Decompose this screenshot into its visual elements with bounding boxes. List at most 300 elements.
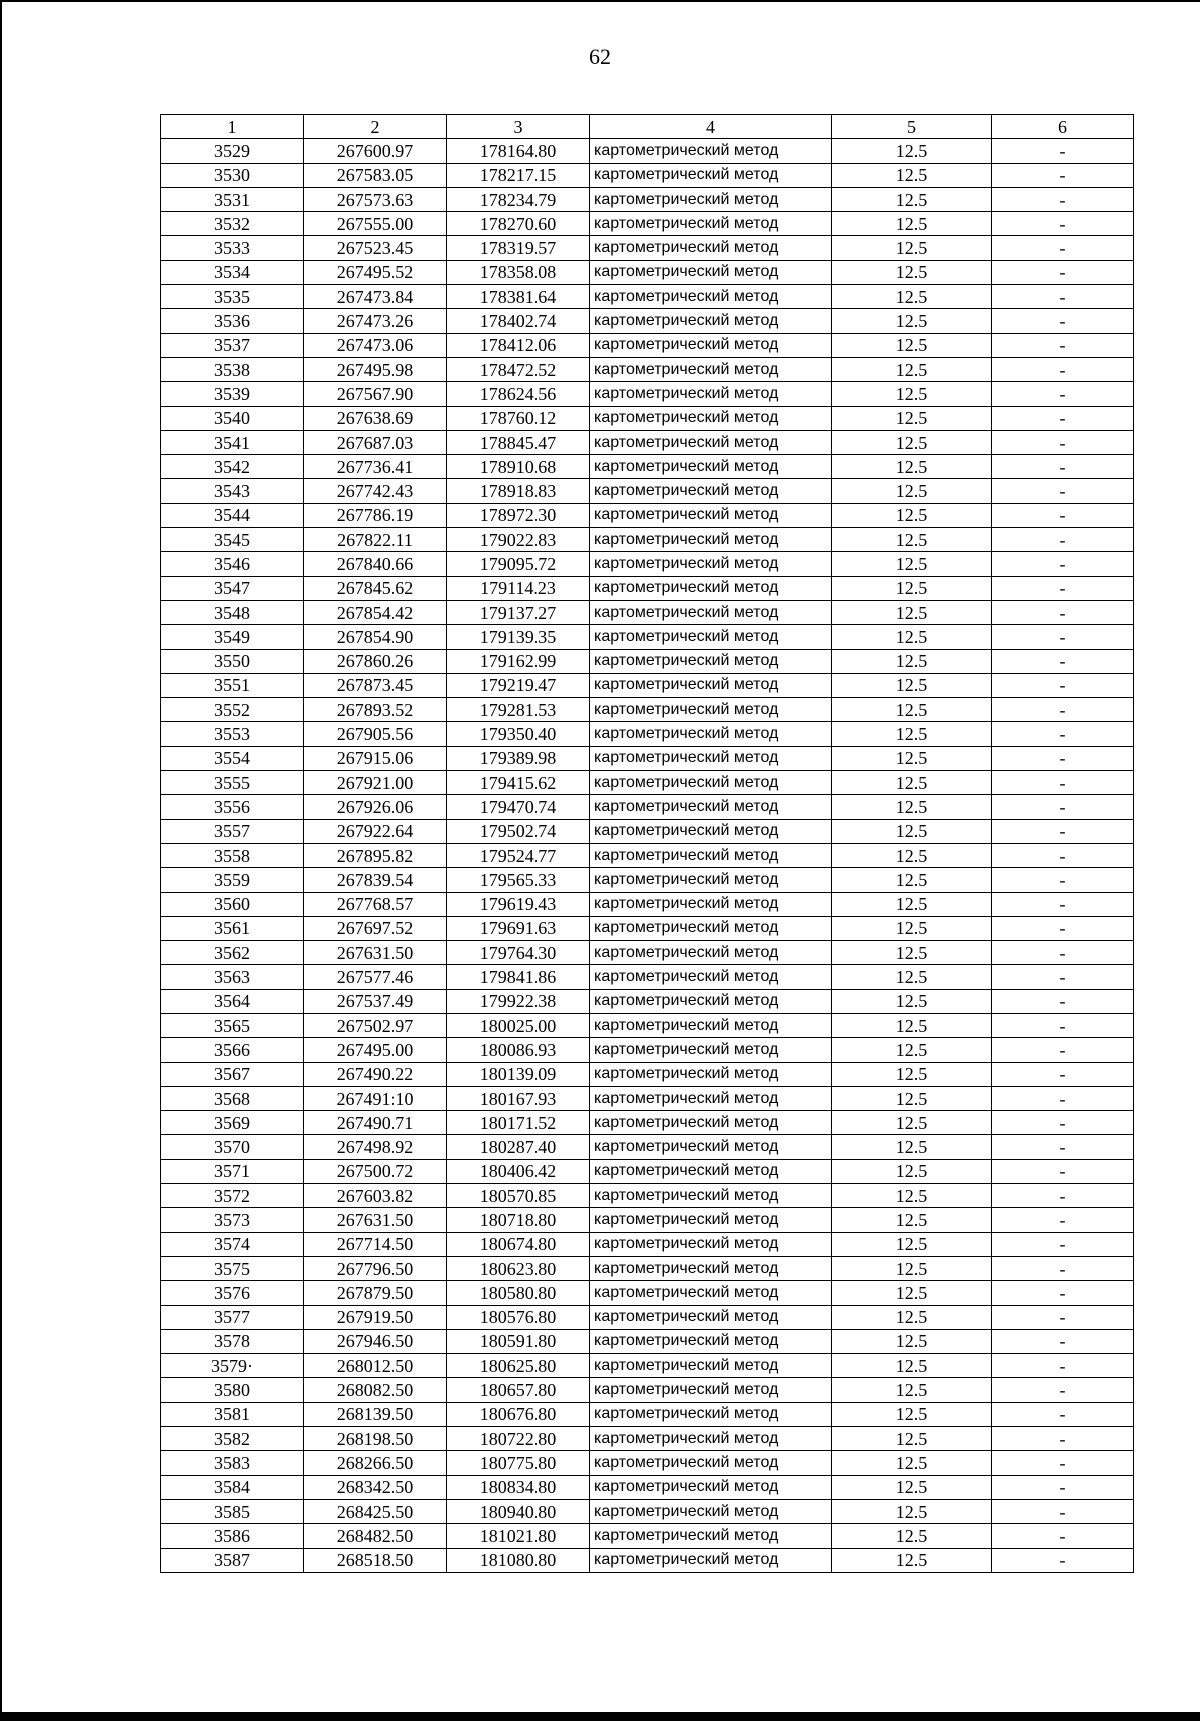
note-cell: -	[992, 868, 1134, 892]
method-cell: картометрический метод	[590, 430, 832, 454]
method-cell: картометрический метод	[590, 1427, 832, 1451]
point-number-cell: 3537	[161, 333, 304, 357]
point-number-cell: 3546	[161, 552, 304, 576]
y-coordinate-cell: 179502.74	[447, 819, 590, 843]
method-cell: картометрический метод	[590, 1256, 832, 1280]
method-cell: картометрический метод	[590, 868, 832, 892]
y-coordinate-cell: 179139.35	[447, 625, 590, 649]
x-coordinate-cell: 267742.43	[304, 479, 447, 503]
method-cell: картометрический метод	[590, 1062, 832, 1086]
table-row	[161, 1256, 1134, 1280]
table-row	[161, 868, 1134, 892]
precision-cell: 12.5	[832, 479, 992, 503]
y-coordinate-cell: 179764.30	[447, 941, 590, 965]
x-coordinate-cell: 268518.50	[304, 1548, 447, 1572]
precision-cell: 12.5	[832, 1402, 992, 1426]
note-cell: -	[992, 600, 1134, 624]
note-cell: -	[992, 1013, 1134, 1037]
note-cell: -	[992, 1329, 1134, 1353]
y-coordinate-cell: 179022.83	[447, 528, 590, 552]
method-cell: картометрический метод	[590, 1111, 832, 1135]
note-cell: -	[992, 406, 1134, 430]
point-number-cell: 3550	[161, 649, 304, 673]
note-cell: -	[992, 1378, 1134, 1402]
note-cell: -	[992, 673, 1134, 697]
table-row	[161, 649, 1134, 673]
note-cell: -	[992, 1232, 1134, 1256]
x-coordinate-cell: 267555.00	[304, 212, 447, 236]
table-row	[161, 1159, 1134, 1183]
x-coordinate-cell: 267860.26	[304, 649, 447, 673]
table-row	[161, 455, 1134, 479]
point-number-cell: 3565	[161, 1013, 304, 1037]
note-cell: -	[992, 1475, 1134, 1499]
page-number: 62	[589, 44, 611, 69]
y-coordinate-cell: 180086.93	[447, 1038, 590, 1062]
note-cell: -	[992, 1524, 1134, 1548]
x-coordinate-cell: 268082.50	[304, 1378, 447, 1402]
precision-cell: 12.5	[832, 1038, 992, 1062]
precision-cell: 12.5	[832, 1451, 992, 1475]
y-coordinate-cell: 178319.57	[447, 236, 590, 260]
point-number-cell: 3545	[161, 528, 304, 552]
x-coordinate-cell: 267473.06	[304, 333, 447, 357]
precision-cell: 12.5	[832, 236, 992, 260]
x-coordinate-cell: 267502.97	[304, 1013, 447, 1037]
table-row	[161, 771, 1134, 795]
point-number-cell: 3555	[161, 771, 304, 795]
y-coordinate-cell: 180657.80	[447, 1378, 590, 1402]
method-cell: картометрический метод	[590, 746, 832, 770]
point-number-cell: 3532	[161, 212, 304, 236]
point-number-cell: 3549	[161, 625, 304, 649]
table-row	[161, 1402, 1134, 1426]
note-cell: -	[992, 576, 1134, 600]
table-row	[161, 212, 1134, 236]
note-cell: -	[992, 430, 1134, 454]
method-cell: картометрический метод	[590, 1354, 832, 1378]
table-row	[161, 1135, 1134, 1159]
y-coordinate-cell: 179922.38	[447, 989, 590, 1013]
table-row	[161, 795, 1134, 819]
table-row	[161, 1013, 1134, 1037]
point-number-cell: 3584	[161, 1475, 304, 1499]
header-col-3: 3	[447, 115, 590, 139]
y-coordinate-cell: 178845.47	[447, 430, 590, 454]
x-coordinate-cell: 267537.49	[304, 989, 447, 1013]
x-coordinate-cell: 267495.00	[304, 1038, 447, 1062]
note-cell: -	[992, 1548, 1134, 1572]
method-cell: картометрический метод	[590, 309, 832, 333]
point-number-cell: 3530	[161, 163, 304, 187]
header-col-6: 6	[992, 115, 1134, 139]
method-cell: картометрический метод	[590, 163, 832, 187]
y-coordinate-cell: 180625.80	[447, 1354, 590, 1378]
x-coordinate-cell: 267796.50	[304, 1256, 447, 1280]
note-cell: -	[992, 941, 1134, 965]
x-coordinate-cell: 267822.11	[304, 528, 447, 552]
x-coordinate-cell: 267600.97	[304, 139, 447, 163]
x-coordinate-cell: 267921.00	[304, 771, 447, 795]
point-number-cell: 3569	[161, 1111, 304, 1135]
method-cell: картометрический метод	[590, 941, 832, 965]
method-cell: картометрический метод	[590, 139, 832, 163]
note-cell: -	[992, 503, 1134, 527]
table-row	[161, 722, 1134, 746]
precision-cell: 12.5	[832, 892, 992, 916]
table-row	[161, 357, 1134, 381]
table-row	[161, 1548, 1134, 1572]
precision-cell: 12.5	[832, 139, 992, 163]
x-coordinate-cell: 267583.05	[304, 163, 447, 187]
y-coordinate-cell: 178624.56	[447, 382, 590, 406]
table-row	[161, 941, 1134, 965]
precision-cell: 12.5	[832, 1329, 992, 1353]
x-coordinate-cell: 267495.98	[304, 357, 447, 381]
y-coordinate-cell: 179095.72	[447, 552, 590, 576]
x-coordinate-cell: 267895.82	[304, 843, 447, 867]
y-coordinate-cell: 178164.80	[447, 139, 590, 163]
y-coordinate-cell: 178381.64	[447, 285, 590, 309]
table-row	[161, 528, 1134, 552]
point-number-cell: 3580	[161, 1378, 304, 1402]
precision-cell: 12.5	[832, 212, 992, 236]
precision-cell: 12.5	[832, 843, 992, 867]
table-row	[161, 1451, 1134, 1475]
table-row	[161, 406, 1134, 430]
point-number-cell: 3574	[161, 1232, 304, 1256]
precision-cell: 12.5	[832, 989, 992, 1013]
x-coordinate-cell: 267603.82	[304, 1184, 447, 1208]
header-col-1: 1	[161, 115, 304, 139]
y-coordinate-cell: 178402.74	[447, 309, 590, 333]
x-coordinate-cell: 267631.50	[304, 1208, 447, 1232]
precision-cell: 12.5	[832, 430, 992, 454]
method-cell: картометрический метод	[590, 1329, 832, 1353]
x-coordinate-cell: 267768.57	[304, 892, 447, 916]
method-cell: картометрический метод	[590, 1208, 832, 1232]
note-cell: -	[992, 698, 1134, 722]
header-col-5: 5	[832, 115, 992, 139]
precision-cell: 12.5	[832, 771, 992, 795]
method-cell: картометрический метод	[590, 260, 832, 284]
y-coordinate-cell: 180139.09	[447, 1062, 590, 1086]
method-cell: картометрический метод	[590, 1402, 832, 1426]
precision-cell: 12.5	[832, 1378, 992, 1402]
note-cell: -	[992, 212, 1134, 236]
precision-cell: 12.5	[832, 1548, 992, 1572]
x-coordinate-cell: 267854.90	[304, 625, 447, 649]
table-row	[161, 625, 1134, 649]
x-coordinate-cell: 267879.50	[304, 1281, 447, 1305]
note-cell: -	[992, 1402, 1134, 1426]
y-coordinate-cell: 178910.68	[447, 455, 590, 479]
point-number-cell: 3536	[161, 309, 304, 333]
point-number-cell: 3556	[161, 795, 304, 819]
x-coordinate-cell: 268342.50	[304, 1475, 447, 1499]
x-coordinate-cell: 267638.69	[304, 406, 447, 430]
method-cell: картометрический метод	[590, 1548, 832, 1572]
method-cell: картометрический метод	[590, 1086, 832, 1110]
point-number-cell: 3540	[161, 406, 304, 430]
precision-cell: 12.5	[832, 965, 992, 989]
point-number-cell: 3542	[161, 455, 304, 479]
precision-cell: 12.5	[832, 163, 992, 187]
y-coordinate-cell: 179565.33	[447, 868, 590, 892]
precision-cell: 12.5	[832, 406, 992, 430]
point-number-cell: 3551	[161, 673, 304, 697]
y-coordinate-cell: 180591.80	[447, 1329, 590, 1353]
note-cell: -	[992, 333, 1134, 357]
method-cell: картометрический метод	[590, 1378, 832, 1402]
precision-cell: 12.5	[832, 1062, 992, 1086]
point-number-cell: 3564	[161, 989, 304, 1013]
table-row	[161, 843, 1134, 867]
precision-cell: 12.5	[832, 795, 992, 819]
table-row	[161, 892, 1134, 916]
method-cell: картометрический метод	[590, 1475, 832, 1499]
point-number-cell: 3575	[161, 1256, 304, 1280]
y-coordinate-cell: 180171.52	[447, 1111, 590, 1135]
precision-cell: 12.5	[832, 333, 992, 357]
table-row	[161, 989, 1134, 1013]
y-coordinate-cell: 179691.63	[447, 916, 590, 940]
point-number-cell: 3562	[161, 941, 304, 965]
y-coordinate-cell: 178972.30	[447, 503, 590, 527]
table-row	[161, 1378, 1134, 1402]
point-number-cell: 3538	[161, 357, 304, 381]
point-number-cell: 3552	[161, 698, 304, 722]
precision-cell: 12.5	[832, 455, 992, 479]
precision-cell: 12.5	[832, 1427, 992, 1451]
precision-cell: 12.5	[832, 1354, 992, 1378]
precision-cell: 12.5	[832, 1256, 992, 1280]
method-cell: картометрический метод	[590, 722, 832, 746]
x-coordinate-cell: 267905.56	[304, 722, 447, 746]
method-cell: картометрический метод	[590, 989, 832, 1013]
x-coordinate-cell: 267631.50	[304, 941, 447, 965]
x-coordinate-cell: 267893.52	[304, 698, 447, 722]
table-row	[161, 1354, 1134, 1378]
y-coordinate-cell: 178358.08	[447, 260, 590, 284]
x-coordinate-cell: 267473.84	[304, 285, 447, 309]
point-number-cell: 3571	[161, 1159, 304, 1183]
note-cell: -	[992, 357, 1134, 381]
y-coordinate-cell: 179162.99	[447, 649, 590, 673]
table-row	[161, 1232, 1134, 1256]
method-cell: картометрический метод	[590, 1232, 832, 1256]
table-row	[161, 430, 1134, 454]
y-coordinate-cell: 180167.93	[447, 1086, 590, 1110]
x-coordinate-cell: 267491:10	[304, 1086, 447, 1110]
precision-cell: 12.5	[832, 673, 992, 697]
point-number-cell: 3578	[161, 1329, 304, 1353]
precision-cell: 12.5	[832, 1135, 992, 1159]
method-cell: картометрический метод	[590, 576, 832, 600]
x-coordinate-cell: 267498.92	[304, 1135, 447, 1159]
precision-cell: 12.5	[832, 649, 992, 673]
y-coordinate-cell: 181080.80	[447, 1548, 590, 1572]
note-cell: -	[992, 1086, 1134, 1110]
point-number-cell: 3563	[161, 965, 304, 989]
x-coordinate-cell: 267490.71	[304, 1111, 447, 1135]
note-cell: -	[992, 163, 1134, 187]
precision-cell: 12.5	[832, 576, 992, 600]
table-row	[161, 1499, 1134, 1523]
note-cell: -	[992, 139, 1134, 163]
point-number-cell: 3576	[161, 1281, 304, 1305]
note-cell: -	[992, 528, 1134, 552]
y-coordinate-cell: 180287.40	[447, 1135, 590, 1159]
x-coordinate-cell: 267500.72	[304, 1159, 447, 1183]
precision-cell: 12.5	[832, 503, 992, 527]
precision-cell: 12.5	[832, 1184, 992, 1208]
method-cell: картометрический метод	[590, 843, 832, 867]
method-cell: картометрический метод	[590, 600, 832, 624]
table-row	[161, 698, 1134, 722]
note-cell: -	[992, 285, 1134, 309]
point-number-cell: 3553	[161, 722, 304, 746]
precision-cell: 12.5	[832, 1499, 992, 1523]
note-cell: -	[992, 309, 1134, 333]
y-coordinate-cell: 179114.23	[447, 576, 590, 600]
y-coordinate-cell: 178234.79	[447, 187, 590, 211]
precision-cell: 12.5	[832, 357, 992, 381]
table-row	[161, 503, 1134, 527]
method-cell: картометрический метод	[590, 357, 832, 381]
table-row	[161, 187, 1134, 211]
precision-cell: 12.5	[832, 746, 992, 770]
table-row	[161, 600, 1134, 624]
point-number-cell: 3547	[161, 576, 304, 600]
x-coordinate-cell: 267573.63	[304, 187, 447, 211]
note-cell: -	[992, 1451, 1134, 1475]
table-row	[161, 965, 1134, 989]
note-cell: -	[992, 843, 1134, 867]
y-coordinate-cell: 180580.80	[447, 1281, 590, 1305]
y-coordinate-cell: 179841.86	[447, 965, 590, 989]
point-number-cell: 3534	[161, 260, 304, 284]
point-number-cell: 3529	[161, 139, 304, 163]
note-cell: -	[992, 819, 1134, 843]
point-number-cell: 3587	[161, 1548, 304, 1572]
y-coordinate-cell: 180775.80	[447, 1451, 590, 1475]
x-coordinate-cell: 267919.50	[304, 1305, 447, 1329]
x-coordinate-cell: 267495.52	[304, 260, 447, 284]
table-row	[161, 1038, 1134, 1062]
method-cell: картометрический метод	[590, 771, 832, 795]
note-cell: -	[992, 1135, 1134, 1159]
precision-cell: 12.5	[832, 260, 992, 284]
point-number-cell: 3558	[161, 843, 304, 867]
x-coordinate-cell: 267736.41	[304, 455, 447, 479]
y-coordinate-cell: 180834.80	[447, 1475, 590, 1499]
method-cell: картометрический метод	[590, 819, 832, 843]
method-cell: картометрический метод	[590, 1184, 832, 1208]
x-coordinate-cell: 268198.50	[304, 1427, 447, 1451]
note-cell: -	[992, 916, 1134, 940]
point-number-cell: 3586	[161, 1524, 304, 1548]
table-row	[161, 1475, 1134, 1499]
note-cell: -	[992, 989, 1134, 1013]
x-coordinate-cell: 267687.03	[304, 430, 447, 454]
x-coordinate-cell: 267786.19	[304, 503, 447, 527]
method-cell: картометрический метод	[590, 1135, 832, 1159]
method-cell: картометрический метод	[590, 503, 832, 527]
table-row	[161, 576, 1134, 600]
precision-cell: 12.5	[832, 941, 992, 965]
point-number-cell: 3579·	[161, 1354, 304, 1378]
method-cell: картометрический метод	[590, 698, 832, 722]
table-row	[161, 139, 1134, 163]
x-coordinate-cell: 267490.22	[304, 1062, 447, 1086]
method-cell: картометрический метод	[590, 455, 832, 479]
precision-cell: 12.5	[832, 187, 992, 211]
point-number-cell: 3573	[161, 1208, 304, 1232]
point-number-cell: 3572	[161, 1184, 304, 1208]
y-coordinate-cell: 179137.27	[447, 600, 590, 624]
x-coordinate-cell: 267714.50	[304, 1232, 447, 1256]
y-coordinate-cell: 180576.80	[447, 1305, 590, 1329]
y-coordinate-cell: 180623.80	[447, 1256, 590, 1280]
table-header-row	[161, 115, 1134, 139]
note-cell: -	[992, 1354, 1134, 1378]
method-cell: картометрический метод	[590, 1499, 832, 1523]
precision-cell: 12.5	[832, 528, 992, 552]
point-number-cell: 3561	[161, 916, 304, 940]
precision-cell: 12.5	[832, 868, 992, 892]
x-coordinate-cell: 268012.50	[304, 1354, 447, 1378]
point-number-cell: 3535	[161, 285, 304, 309]
note-cell: -	[992, 1184, 1134, 1208]
point-number-cell: 3544	[161, 503, 304, 527]
precision-cell: 12.5	[832, 1305, 992, 1329]
point-number-cell: 3566	[161, 1038, 304, 1062]
method-cell: картометрический метод	[590, 212, 832, 236]
point-number-cell: 3570	[161, 1135, 304, 1159]
point-number-cell: 3560	[161, 892, 304, 916]
table-row	[161, 1329, 1134, 1353]
x-coordinate-cell: 267915.06	[304, 746, 447, 770]
x-coordinate-cell: 267854.42	[304, 600, 447, 624]
note-cell: -	[992, 746, 1134, 770]
point-number-cell: 3585	[161, 1499, 304, 1523]
x-coordinate-cell: 267845.62	[304, 576, 447, 600]
y-coordinate-cell: 178760.12	[447, 406, 590, 430]
note-cell: -	[992, 455, 1134, 479]
y-coordinate-cell: 178217.15	[447, 163, 590, 187]
point-number-cell: 3548	[161, 600, 304, 624]
precision-cell: 12.5	[832, 382, 992, 406]
precision-cell: 12.5	[832, 1208, 992, 1232]
page-bottom-border	[0, 1712, 1200, 1721]
precision-cell: 12.5	[832, 1111, 992, 1135]
x-coordinate-cell: 267926.06	[304, 795, 447, 819]
point-number-cell: 3554	[161, 746, 304, 770]
precision-cell: 12.5	[832, 916, 992, 940]
point-number-cell: 3581	[161, 1402, 304, 1426]
method-cell: картометрический метод	[590, 673, 832, 697]
note-cell: -	[992, 1062, 1134, 1086]
note-cell: -	[992, 892, 1134, 916]
table-row	[161, 1184, 1134, 1208]
x-coordinate-cell: 267577.46	[304, 965, 447, 989]
note-cell: -	[992, 552, 1134, 576]
y-coordinate-cell: 178412.06	[447, 333, 590, 357]
y-coordinate-cell: 180676.80	[447, 1402, 590, 1426]
point-number-cell: 3577	[161, 1305, 304, 1329]
note-cell: -	[992, 625, 1134, 649]
